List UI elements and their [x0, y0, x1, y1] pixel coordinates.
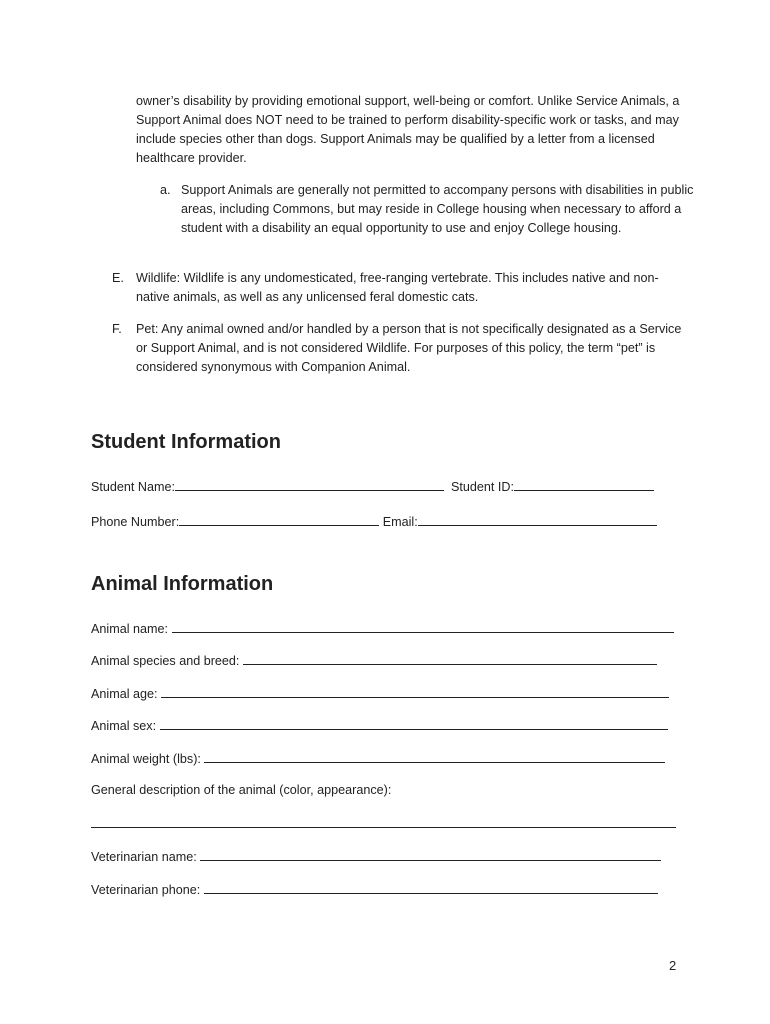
species-breed-label: Animal species and breed:: [91, 654, 240, 668]
list-marker: E.: [112, 271, 124, 285]
email-field[interactable]: [418, 513, 657, 526]
animal-sex-field[interactable]: [160, 717, 668, 730]
student-id-field[interactable]: [514, 478, 654, 491]
veterinarian-name-field[interactable]: [200, 848, 661, 861]
veterinarian-name-row: [91, 848, 661, 864]
support-animal-note: [160, 181, 700, 238]
page-number: 2: [669, 958, 677, 973]
animal-name-label: Animal name:: [91, 622, 168, 636]
animal-weight-label: Animal weight (lbs):: [91, 752, 201, 766]
general-description-row: [91, 783, 391, 797]
student-name-row: [91, 478, 654, 494]
animal-age-label: Animal age:: [91, 687, 158, 701]
support-animal-note-text: Support Animals are generally not permitted to accompany persons with disabilities in public areas, including Commons, but may reside in College housing when necessary to afford a student with a disability an equal opportunity to use and enjoy College housing.: [181, 183, 694, 235]
list-marker: a.: [160, 183, 171, 197]
veterinarian-phone-field[interactable]: [204, 881, 658, 894]
veterinarian-name-label: Veterinarian name:: [91, 850, 197, 864]
general-description-label: General description of the animal (color, appearance):: [91, 783, 392, 797]
animal-age-field[interactable]: [161, 685, 669, 698]
general-description-line: [91, 815, 676, 831]
student-name-field[interactable]: [175, 478, 444, 491]
animal-information-heading: Animal Information: [91, 573, 274, 595]
animal-weight-row: [91, 750, 665, 766]
veterinarian-phone-row: [91, 881, 658, 897]
veterinarian-phone-label: Veterinarian phone:: [91, 883, 201, 897]
student-id-label: Student ID:: [451, 480, 515, 494]
general-description-field[interactable]: [91, 815, 676, 828]
phone-number-field[interactable]: [179, 513, 379, 526]
definition-wildlife-text: Wildlife: Wildlife is any undomesticated, free-ranging vertebrate. This includes native and non-native animals, as well as any unlicensed feral domestic cats.: [136, 271, 659, 304]
animal-age-row: [91, 685, 669, 701]
animal-weight-field[interactable]: [204, 750, 665, 763]
animal-name-field[interactable]: [172, 620, 674, 633]
definition-pet-text: Pet: Any animal owned and/or handled by a person that is not specifically designated as a Service or Support Animal, and is not considered Wildlife. For purposes of this policy, the term “pet” is considered synonymous with Companion Animal.: [136, 322, 682, 374]
list-marker: F.: [112, 322, 122, 336]
species-breed-field[interactable]: [243, 652, 657, 665]
student-information-heading: Student Information: [91, 431, 281, 453]
phone-email-row: [91, 513, 657, 529]
phone-number-label: Phone Number:: [91, 515, 180, 529]
animal-sex-row: [91, 717, 668, 733]
definition-pet: [112, 320, 692, 377]
animal-sex-label: Animal sex:: [91, 719, 157, 733]
species-breed-row: [91, 652, 657, 668]
animal-name-row: [91, 620, 674, 636]
intro-paragraph: owner’s disability by providing emotional support, well-being or comfort. Unlike Service Animals, a Support Animal does NOT need to be trained to perform disability-specific work or tasks, and may include species other than dogs. Support Animals may be qualified by a letter from a licensed healthcare provider.: [136, 94, 680, 165]
email-label: Email:: [382, 515, 418, 529]
student-name-label: Student Name:: [91, 480, 176, 494]
definition-wildlife: [112, 269, 692, 307]
